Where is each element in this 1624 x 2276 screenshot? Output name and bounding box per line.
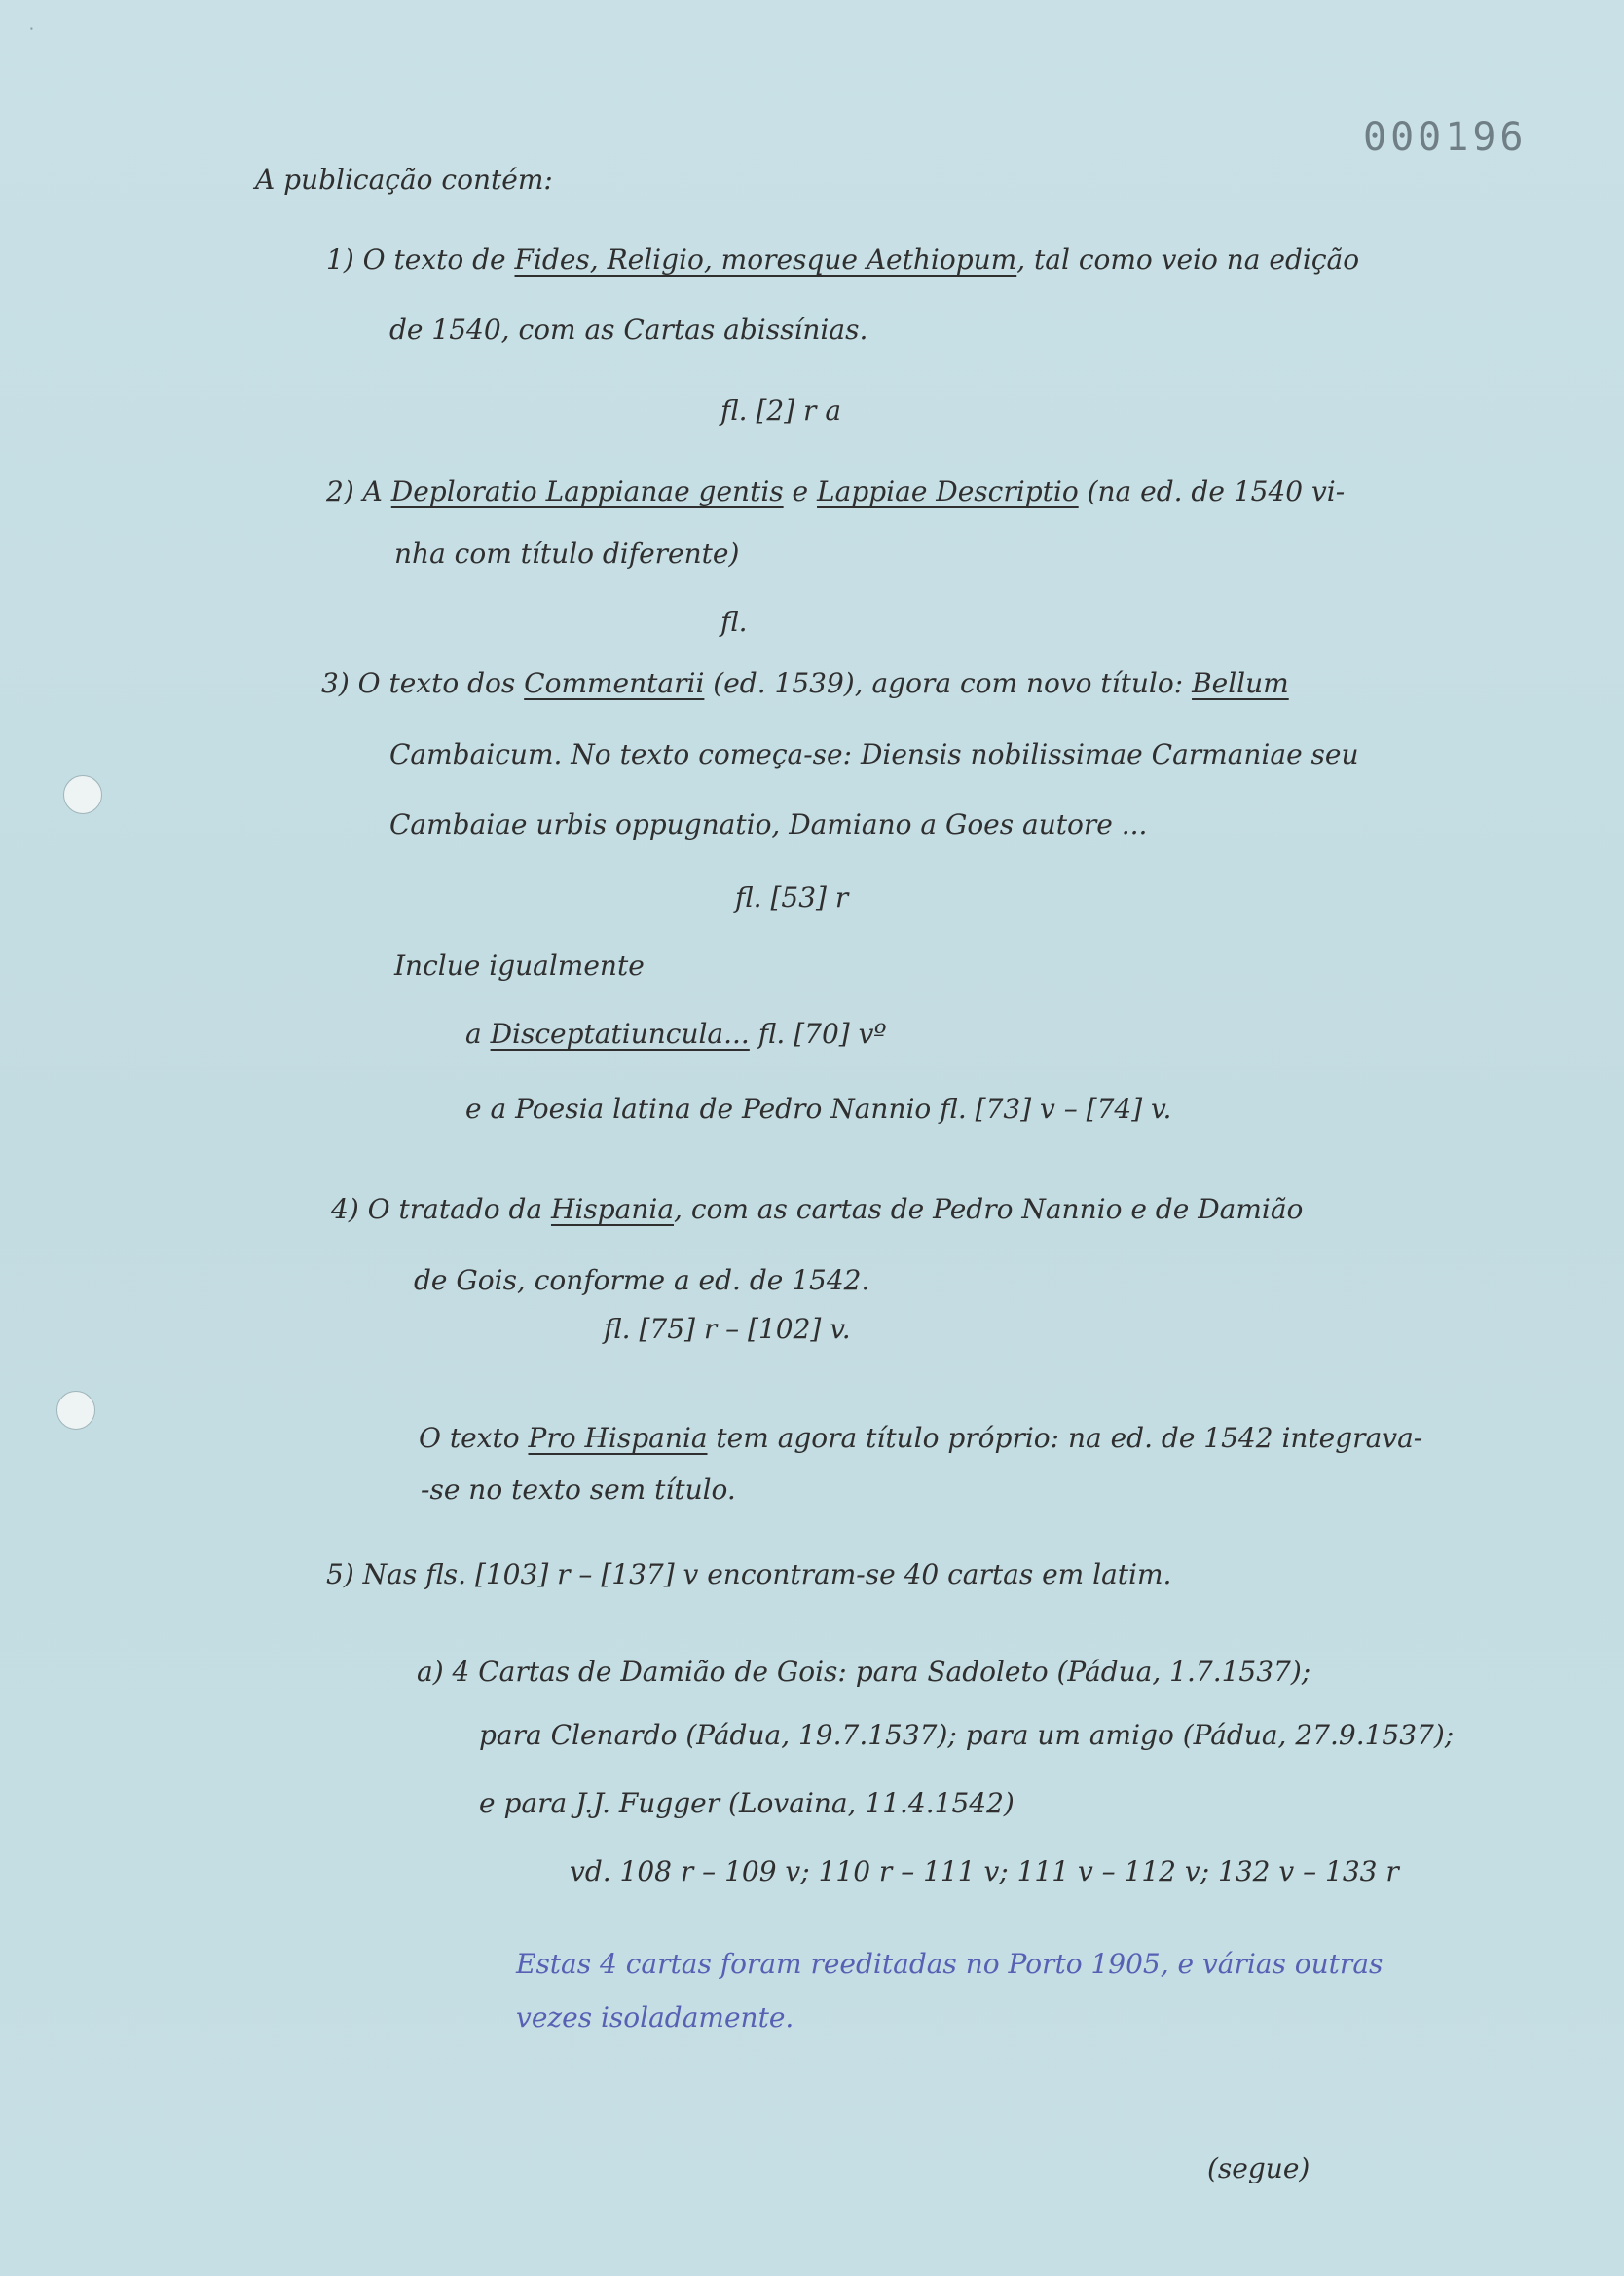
- item5a-line3: e para J.J. Fugger (Lovaina, 11.4.1542): [479, 1787, 1015, 1819]
- item4-note-line1: [419, 1422, 1422, 1454]
- punch-hole-top: [63, 775, 102, 814]
- item5a-refs: vd. 108 r – 109 v; 110 r – 111 v; 111 v – 112 v; 132 v – 133 r: [570, 1855, 1399, 1887]
- item4-folio: fl. [75] r – [102] v.: [604, 1313, 851, 1345]
- item3-line2: Cambaicum. No texto começa-se: Diensis nobilissimae Carmaniae seu: [389, 738, 1359, 770]
- blue-note-line1: Estas 4 cartas foram reeditadas no Porto 1905, e várias outras: [516, 1948, 1384, 1980]
- item3-sub2: e a Poesia latina de Pedro Nannio fl. [73] v – [74] v.: [465, 1093, 1172, 1125]
- item1-line2: de 1540, com as Cartas abissínias.: [389, 314, 868, 346]
- item3-title: Commentarii: [524, 667, 705, 699]
- blue-note-line2: vezes isoladamente.: [516, 2001, 794, 2033]
- item3-line1: [321, 667, 1289, 699]
- item3-includes: Inclue igualmente: [394, 950, 645, 982]
- item4-suffix: , com as cartas de Pedro Nannio e de Damião: [674, 1193, 1304, 1225]
- item3-sub1: [465, 1018, 887, 1050]
- item2-line2: nha com título diferente): [394, 538, 740, 570]
- item5a-line2: para Clenardo (Pádua, 19.7.1537); para um amigo (Pádua, 27.9.1537);: [479, 1719, 1455, 1751]
- item2-title1: Deploratio Lappianae gentis: [390, 475, 784, 507]
- item2-line1: [326, 475, 1345, 507]
- item4-note-title: Pro Hispania: [528, 1422, 708, 1454]
- item1-suffix: , tal como veio na edição: [1016, 243, 1360, 276]
- item1-prefix: 1) O texto de: [326, 243, 515, 276]
- item3-suffix: (ed. 1539), agora com novo título:: [704, 667, 1193, 699]
- punch-hole-bottom: [56, 1391, 95, 1430]
- item3-prefix: 3) O texto dos: [321, 667, 525, 699]
- item3-line3: Cambaiae urbis oppugnatio, Damiano a Goes autore ...: [389, 808, 1148, 840]
- item1-line1: [326, 243, 1359, 276]
- item4-note-line2: -se no texto sem título.: [421, 1474, 736, 1506]
- item4-note-prefix: O texto: [419, 1422, 529, 1454]
- item4-line1: [331, 1193, 1303, 1225]
- item5-line1: 5) Nas fls. [103] r – [137] v encontram-se 40 cartas em latim.: [326, 1558, 1172, 1590]
- corner-mark: ⸱: [29, 19, 34, 40]
- item1-folio: fl. [2] r a: [720, 394, 842, 427]
- item2-title2: Lappiae Descriptio: [817, 475, 1079, 507]
- item3-sub1-folio: fl. [70] vº: [749, 1018, 887, 1050]
- item4-line2: de Gois, conforme a ed. de 1542.: [414, 1264, 870, 1296]
- item2-folio: fl.: [720, 606, 748, 638]
- item1-title: Fides, Religio, moresque Aethiopum: [514, 243, 1017, 276]
- item2-suffix: (na ed. de 1540 vi-: [1078, 475, 1346, 507]
- item3-sub1-prefix: a: [465, 1018, 491, 1050]
- item2-prefix: 2) A: [326, 475, 391, 507]
- item4-note-suffix: tem agora título próprio: na ed. de 1542 integrava-: [707, 1422, 1423, 1454]
- item3-folio: fl. [53] r: [735, 881, 849, 914]
- intro-heading: A publicação contém:: [255, 164, 553, 196]
- item3-title2: Bellum: [1192, 667, 1289, 699]
- serial-number: 000196: [1363, 115, 1528, 160]
- item5a-line1: a) 4 Cartas de Damião de Gois: para Sadoleto (Pádua, 1.7.1537);: [417, 1656, 1311, 1688]
- footer-continued: (segue): [1207, 2152, 1310, 2184]
- item2-mid: e: [783, 475, 818, 507]
- item4-prefix: 4) O tratado da: [331, 1193, 551, 1225]
- item3-sub1-title: Disceptatiuncula...: [490, 1018, 750, 1050]
- item4-title: Hispania: [550, 1193, 675, 1225]
